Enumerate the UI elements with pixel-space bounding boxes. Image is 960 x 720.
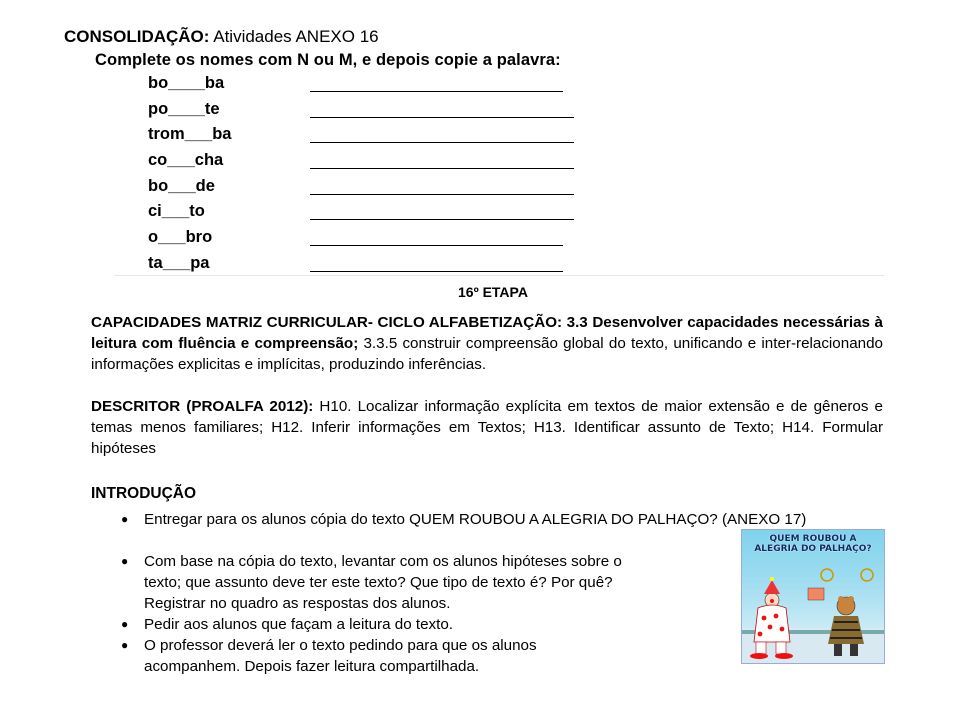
capacidades-text: 3.3.5 construir compreensão global do texto, unificando e inter-relacionando informações explicitas e implícitas, produzindo inferências.: [91, 335, 883, 373]
introduction-heading: INTRODUÇÃO: [91, 485, 197, 502]
word-item: ta___pa: [148, 254, 210, 272]
bullet-icon: ●: [121, 638, 129, 652]
list-item-text: Registrar no quadro as respostas dos alunos.: [144, 595, 451, 612]
word-item: bo___de: [148, 177, 215, 195]
bullet-icon: ●: [121, 512, 129, 526]
copy-answer-line: [310, 117, 574, 118]
clown-illustration: [742, 530, 884, 663]
descritor-paragraph: [91, 396, 883, 459]
copy-answer-line: [310, 168, 574, 169]
consolidation-heading: [64, 27, 379, 47]
list-item-text: Com base na cópia do texto, levantar com os alunos hipóteses sobre o: [144, 553, 622, 570]
descritor-bold: DESCRITOR (PROALFA 2012):: [91, 398, 314, 415]
stage-heading: 16º ETAPA: [458, 284, 528, 300]
consolidation-text: Atividades ANEXO 16: [209, 27, 379, 46]
book-cover-title: QUEM ROUBOU A ALEGRIA DO PALHAÇO?: [754, 534, 872, 554]
book-cover-image: [741, 529, 885, 664]
section-divider: [114, 275, 884, 276]
list-item: [118, 509, 883, 530]
descritor-text: H10. Localizar informação explícita em textos de maior extensão e de gêneros e temas menos familiares; H12. Inferir informações em Textos; H13. Identificar assunto de Texto; H14. Formular hipóteses: [91, 398, 883, 457]
consolidation-label: CONSOLIDAÇÃO:: [64, 27, 210, 46]
word-item: trom___ba: [148, 125, 232, 143]
word-item: o___bro: [148, 228, 213, 246]
list-item-text: Entregar para os alunos cópia do texto QUEM ROUBOU A ALEGRIA DO PALHAÇO? (ANEXO 17): [144, 511, 807, 528]
introduction-list: [118, 509, 883, 530]
copy-answer-line: [310, 194, 574, 195]
list-item: [118, 635, 728, 677]
copy-answer-line: [310, 142, 574, 143]
list-item-text: acompanhem. Depois fazer leitura compartilhada.: [144, 658, 480, 675]
copy-answer-line: [310, 91, 563, 92]
copy-answer-line: [310, 219, 574, 220]
introduction-list-continued: [118, 551, 728, 677]
word-item: bo____ba: [148, 74, 225, 92]
word-item: co___cha: [148, 151, 224, 169]
copy-answer-line: [310, 271, 563, 272]
capacidades-paragraph: [91, 312, 883, 375]
word-item: ci___to: [148, 202, 205, 220]
copy-answer-line: [310, 245, 563, 246]
list-item-text: Pedir aos alunos que façam a leitura do texto.: [144, 616, 454, 633]
exercise-instruction: Complete os nomes com N ou M, e depois copie a palavra:: [95, 51, 561, 69]
list-item-text: O professor deverá ler o texto pedindo para que os alunos: [144, 637, 537, 654]
bullet-icon: ●: [121, 554, 129, 568]
bullet-icon: ●: [121, 617, 129, 631]
list-item: [118, 551, 728, 614]
list-item: [118, 614, 728, 635]
word-item: po____te: [148, 100, 220, 118]
capacidades-bold: CAPACIDADES MATRIZ CURRICULAR- CICLO ALFABETIZAÇÃO: 3.3 Desenvolver capacidades necessárias à leitura com fluência e compreensão;: [91, 314, 883, 352]
list-item-text: texto; que assunto deve ter este texto? Que tipo de texto é? Por quê?: [144, 574, 613, 591]
